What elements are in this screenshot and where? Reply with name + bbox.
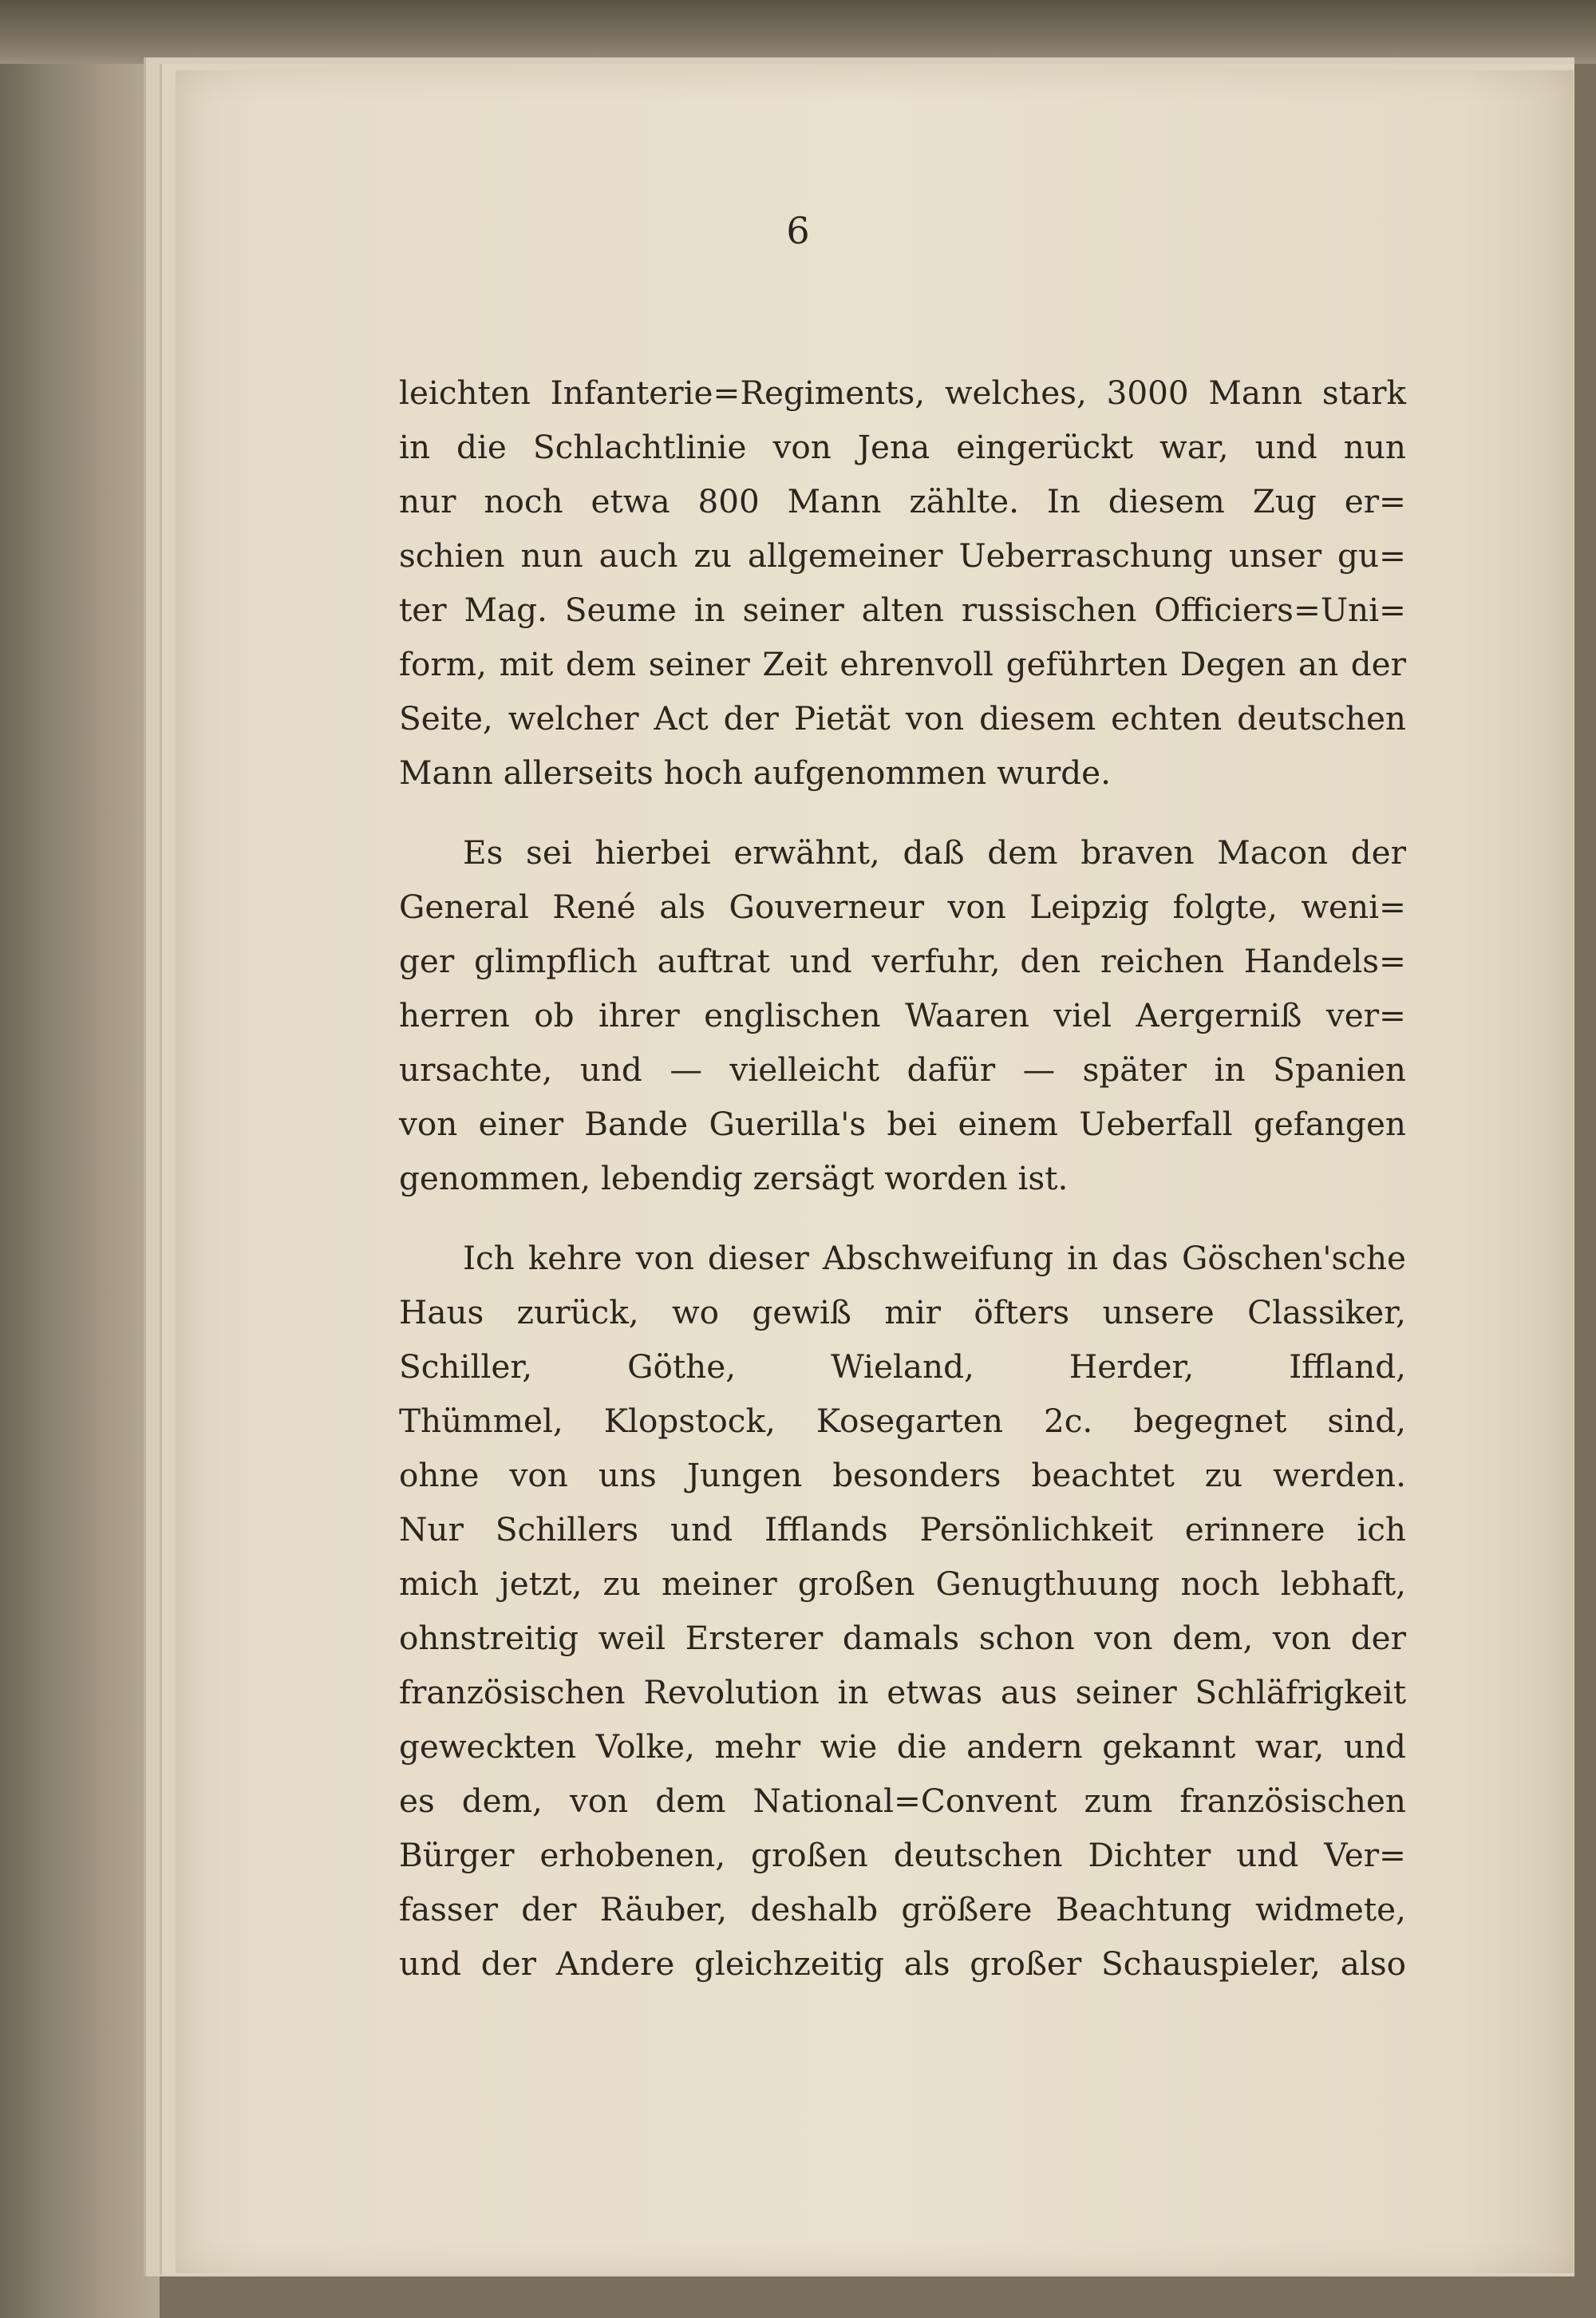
text-line: ger glimpflich auftrat und verfuhr, den reichen Handels= bbox=[399, 942, 1406, 980]
text-line: ohne von uns Jungen besonders beachtet zu werden. bbox=[399, 1456, 1406, 1494]
top-scan-border bbox=[0, 0, 1596, 64]
text-line: Mann allerseits hoch aufgenommen wurde. bbox=[399, 754, 1111, 792]
text-line: fasser der Räuber, deshalb größere Beachtung widmete, bbox=[399, 1890, 1406, 1928]
text-line: Nur Schillers und Ifflands Persönlichkeit erinnere ich bbox=[399, 1510, 1406, 1549]
text-line: Thümmel, Klopstock, Kosegarten 2c. begegnet sind, bbox=[399, 1402, 1406, 1440]
text-line: schien nun auch zu allgemeiner Ueberraschung unser gu= bbox=[399, 536, 1406, 575]
text-line: ohnstreitig weil Ersterer damals schon von dem, von der bbox=[399, 1619, 1406, 1657]
paragraph-gap bbox=[399, 800, 1406, 825]
text-line: herren ob ihrer englischen Waaren viel Aergerniß ver= bbox=[399, 996, 1406, 1034]
text-line: und der Andere gleichzeitig als großer Schauspieler, also bbox=[399, 1944, 1406, 1983]
text-line: Bürger erhobenen, großen deutschen Dichter und Ver= bbox=[399, 1836, 1406, 1874]
text-line: Haus zurück, wo gewiß mir öfters unsere Classiker, bbox=[399, 1293, 1406, 1331]
body-text bbox=[399, 366, 1406, 1991]
text-line: französischen Revolution in etwas aus seiner Schläfrigkeit bbox=[399, 1673, 1406, 1711]
book-binding-edge bbox=[0, 0, 160, 2318]
text-line: von einer Bande Guerilla's bei einem Ueberfall gefangen bbox=[399, 1105, 1406, 1143]
text-line: General René als Gouverneur von Leipzig folgte, weni= bbox=[399, 888, 1406, 926]
text-line: form, mit dem seiner Zeit ehrenvoll geführten Degen an der bbox=[399, 645, 1406, 683]
text-line: nur noch etwa 800 Mann zählte. In diesem Zug er= bbox=[399, 482, 1406, 520]
text-line: genommen, lebendig zersägt worden ist. bbox=[399, 1159, 1069, 1197]
text-line: geweckten Volke, mehr wie die andern gekannt war, und bbox=[399, 1727, 1406, 1766]
text-line: es dem, von dem National=Convent zum französischen bbox=[399, 1782, 1406, 1820]
text-line: Schiller, Göthe, Wieland, Herder, Iffland, bbox=[399, 1347, 1406, 1386]
text-line: Ich kehre von dieser Abschweifung in das Göschen'sche bbox=[463, 1239, 1406, 1277]
text-line: in die Schlachtlinie von Jena eingerückt war, und nun bbox=[399, 428, 1406, 466]
text-line: Es sei hierbei erwähnt, daß dem braven Macon der bbox=[463, 833, 1406, 872]
page-number: 6 bbox=[786, 209, 810, 252]
text-line: mich jetzt, zu meiner großen Genugthuung noch lebhaft, bbox=[399, 1564, 1406, 1603]
text-line: Seite, welcher Act der Pietät von diesem echten deutschen bbox=[399, 699, 1406, 738]
text-line: ter Mag. Seume in seiner alten russischen Officiers=Uni= bbox=[399, 591, 1406, 629]
paragraph-gap bbox=[399, 1205, 1406, 1231]
text-line: ursachte, und — vielleicht dafür — später in Spanien bbox=[399, 1050, 1406, 1089]
text-line: leichten Infanterie=Regiments, welches, 3000 Mann stark bbox=[399, 374, 1406, 412]
